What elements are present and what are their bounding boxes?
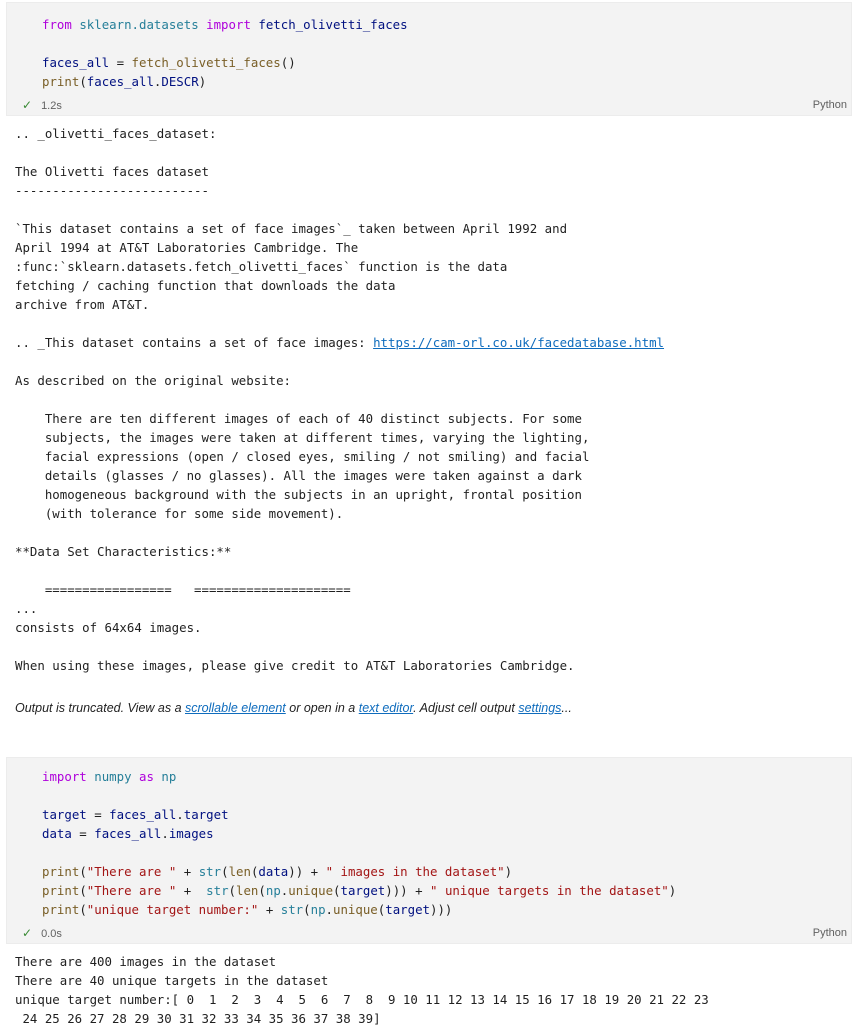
dataset-url-link[interactable]: https://cam-orl.co.uk/facedatabase.html bbox=[373, 335, 665, 350]
code-token: . bbox=[280, 883, 289, 898]
exec-time-2: 0.0s bbox=[41, 928, 62, 940]
code-token: import bbox=[42, 769, 87, 784]
output-line: ================= ===================== bbox=[15, 582, 351, 597]
output-line: subjects, the images were taken at different times, varying the lighting, bbox=[15, 430, 590, 445]
code-token: . bbox=[325, 902, 333, 917]
code-token: target bbox=[340, 883, 386, 898]
output-line: unique target number:[ 0 1 2 3 4 5 6 7 8 9 10 11 12 13 14 15 16 17 18 19 20 21 22 23 bbox=[15, 992, 709, 1007]
code-token: = bbox=[86, 807, 110, 822]
code-line bbox=[42, 15, 408, 34]
output-line: -------------------------- bbox=[15, 183, 209, 198]
code-token: )) + bbox=[288, 864, 326, 879]
code-token: ) bbox=[198, 74, 207, 89]
exec-time-1: 1.2s bbox=[41, 100, 62, 112]
code-token bbox=[132, 769, 139, 784]
output-line: 24 25 26 27 28 29 30 31 32 33 34 35 36 37 38 39] bbox=[15, 1011, 381, 1026]
code-token: ( bbox=[377, 902, 386, 917]
truncation-text: ... bbox=[561, 701, 572, 715]
output-line: :func:`sklearn.datasets.fetch_olivetti_faces` function is the data bbox=[15, 259, 508, 274]
code-token: () bbox=[280, 55, 296, 70]
code-token: ( bbox=[79, 864, 87, 879]
code-token: print bbox=[42, 74, 80, 89]
code-token: unique bbox=[333, 902, 378, 917]
code-token: str bbox=[280, 902, 304, 917]
code-token: str bbox=[198, 864, 222, 879]
output-line: .. _This dataset contains a set of face images: https://cam-orl.co.uk/facedatabase.html bbox=[15, 335, 665, 350]
code-token: unique bbox=[288, 883, 334, 898]
code-token: np bbox=[265, 883, 281, 898]
output-line: .. _olivetti_faces_dataset: bbox=[15, 126, 217, 141]
scrollable-element-link[interactable]: scrollable element bbox=[185, 701, 286, 715]
code-token: target bbox=[42, 807, 87, 822]
code-token: ( bbox=[258, 883, 266, 898]
truncation-text: or open in a bbox=[285, 701, 359, 715]
code-line bbox=[42, 824, 214, 843]
code-token: ( bbox=[79, 883, 87, 898]
code-token: np bbox=[310, 902, 326, 917]
code-token: ( bbox=[303, 902, 311, 917]
cell-status-2 bbox=[22, 926, 62, 940]
language-label-2[interactable]: Python bbox=[812, 927, 847, 939]
language-label-1[interactable]: Python bbox=[812, 99, 847, 111]
code-token: fetch_olivetti_faces bbox=[131, 55, 281, 70]
code-line bbox=[42, 72, 206, 91]
output-line: **Data Set Characteristics:** bbox=[15, 544, 232, 559]
code-token: print bbox=[42, 902, 80, 917]
code-token: . bbox=[153, 74, 162, 89]
output-line: details (glasses / no glasses). All the images were taken against a dark bbox=[15, 468, 582, 483]
output-line: There are 400 images in the dataset bbox=[15, 954, 277, 969]
code-token: ( bbox=[228, 883, 237, 898]
code-token: ( bbox=[79, 902, 87, 917]
output-line: April 1994 at AT&T Laboratories Cambridge. The bbox=[15, 240, 359, 255]
code-token: ( bbox=[333, 883, 341, 898]
code-token: = bbox=[71, 826, 95, 841]
code-token: data bbox=[258, 864, 289, 879]
code-token: faces_all bbox=[109, 807, 177, 822]
code-token: " unique targets in the dataset" bbox=[430, 883, 669, 898]
code-line bbox=[42, 767, 176, 786]
check-icon: ✓ bbox=[22, 98, 33, 112]
code-token: ))) + bbox=[385, 883, 431, 898]
truncation-text: . Adjust cell output bbox=[413, 701, 519, 715]
code-token: faces_all bbox=[86, 74, 154, 89]
code-token: ( bbox=[250, 864, 259, 879]
output-line: facial expressions (open / closed eyes, smiling / not smiling) and facial bbox=[15, 449, 590, 464]
code-token: fetch_olivetti_faces bbox=[258, 17, 408, 32]
text-editor-link[interactable]: text editor bbox=[358, 701, 414, 715]
cell-status-1 bbox=[22, 98, 62, 112]
code-token: data bbox=[42, 826, 72, 841]
output-line: The Olivetti faces dataset bbox=[15, 164, 209, 179]
code-token: sklearn.datasets bbox=[79, 17, 199, 32]
settings-link[interactable]: settings bbox=[518, 701, 562, 715]
code-cell-2[interactable] bbox=[6, 757, 852, 944]
code-line bbox=[42, 881, 676, 900]
code-token: . bbox=[176, 807, 184, 822]
code-token: faces_all bbox=[94, 826, 162, 841]
code-line bbox=[42, 53, 296, 72]
code-token: faces_all bbox=[42, 55, 110, 70]
output-line: archive from AT&T. bbox=[15, 297, 150, 312]
code-token: ( bbox=[79, 74, 87, 89]
output-line: ... bbox=[15, 601, 38, 616]
output-line: As described on the original website: bbox=[15, 373, 292, 388]
code-token: target bbox=[183, 807, 229, 822]
code-token: ( bbox=[221, 864, 229, 879]
code-token: + bbox=[258, 902, 281, 917]
code-token: . bbox=[161, 826, 169, 841]
code-token: ))) bbox=[430, 902, 453, 917]
truncation-notice bbox=[15, 701, 572, 715]
code-token: ) bbox=[504, 864, 513, 879]
output-line: fetching / caching function that downloads the data bbox=[15, 278, 396, 293]
code-line bbox=[42, 862, 512, 881]
code-token: "There are " bbox=[86, 883, 177, 898]
code-token: len bbox=[228, 864, 251, 879]
code-token: + bbox=[176, 883, 207, 898]
output-line: There are 40 unique targets in the dataset bbox=[15, 973, 329, 988]
code-token: numpy bbox=[94, 769, 132, 784]
code-token: print bbox=[42, 864, 80, 879]
code-token: as bbox=[139, 769, 154, 784]
output-line: consists of 64x64 images. bbox=[15, 620, 202, 635]
code-token: target bbox=[385, 902, 430, 917]
code-token: = bbox=[109, 55, 132, 70]
output-line: There are ten different images of each of 40 distinct subjects. For some bbox=[15, 411, 582, 426]
code-token: str bbox=[206, 883, 229, 898]
code-token: print bbox=[42, 883, 80, 898]
code-token: import bbox=[206, 17, 251, 32]
output-line: `This dataset contains a set of face images`_ taken between April 1992 and bbox=[15, 221, 568, 236]
code-token: ) bbox=[668, 883, 677, 898]
code-cell-1[interactable] bbox=[6, 2, 852, 116]
code-line bbox=[42, 805, 229, 824]
output-line: (with tolerance for some side movement). bbox=[15, 506, 344, 521]
code-token: from bbox=[42, 17, 72, 32]
code-token: DESCR bbox=[161, 74, 199, 89]
truncation-text: Output is truncated. View as a bbox=[15, 701, 186, 715]
code-token: len bbox=[236, 883, 259, 898]
code-token: "unique target number:" bbox=[86, 902, 259, 917]
code-token: images bbox=[168, 826, 214, 841]
code-token: " images in the dataset" bbox=[325, 864, 505, 879]
code-token: + bbox=[176, 864, 199, 879]
code-line bbox=[42, 900, 452, 919]
output-line: homogeneous background with the subjects in an upright, frontal position bbox=[15, 487, 582, 502]
code-token: np bbox=[161, 769, 177, 784]
output-line: When using these images, please give credit to AT&T Laboratories Cambridge. bbox=[15, 658, 575, 673]
code-token: "There are " bbox=[86, 864, 177, 879]
check-icon: ✓ bbox=[22, 926, 33, 940]
